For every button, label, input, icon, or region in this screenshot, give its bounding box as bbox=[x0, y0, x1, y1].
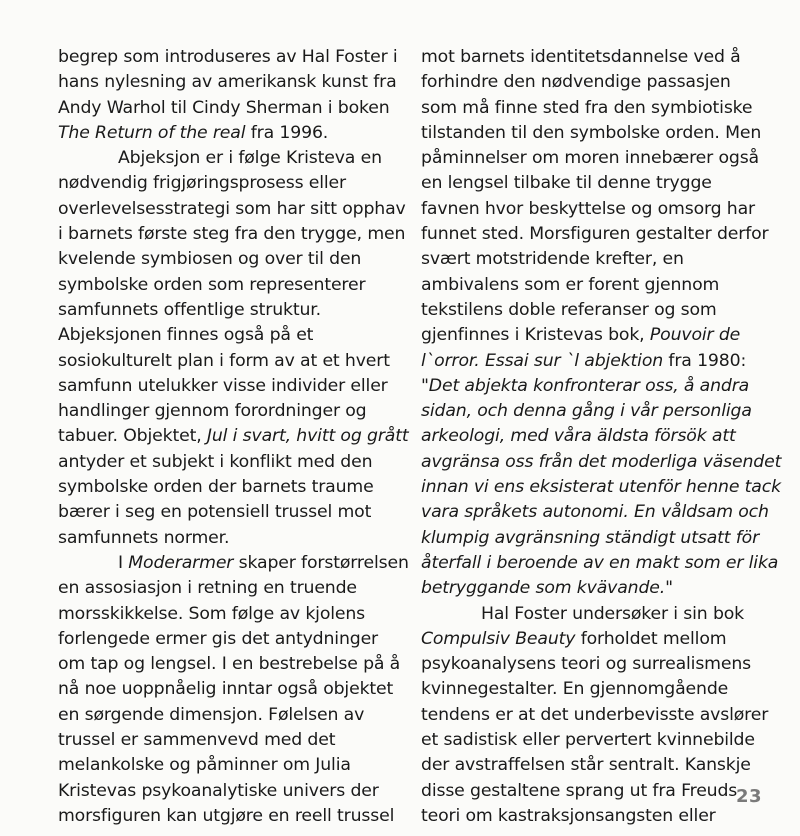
text-line bbox=[421, 677, 766, 702]
text-run: som må finne sted fra den symbiotiske bbox=[421, 97, 753, 118]
text-line bbox=[58, 627, 393, 652]
text-line bbox=[421, 146, 766, 171]
text-line bbox=[421, 45, 766, 70]
text-run: morsskikkelse. Som følge av kjolens bbox=[58, 603, 366, 624]
text-run: kvinnegestalter. En gjennomgående bbox=[421, 679, 729, 700]
text-run: funnet sted. Morsfiguren gestalter derfor bbox=[421, 224, 769, 245]
text-line bbox=[58, 753, 393, 778]
italic-text: sidan, och denna gång i vår personliga bbox=[421, 401, 752, 422]
text-line bbox=[58, 652, 401, 677]
text-run: i barnets første steg fra den trygge, men bbox=[58, 224, 406, 245]
text-run: psykoanalysens teori og surrealismens bbox=[421, 654, 752, 675]
text-line bbox=[58, 323, 393, 348]
italic-text: Moderarmer bbox=[128, 552, 234, 573]
italic-text: "Det abjekta konfronterar oss, å andra bbox=[421, 375, 750, 396]
text-line bbox=[421, 323, 766, 348]
text-line bbox=[421, 526, 766, 551]
text-line bbox=[421, 779, 766, 804]
text-line bbox=[58, 197, 406, 222]
text-run: tendens er at det underbevisste avslører bbox=[421, 704, 769, 725]
text-run: Hal Foster undersøker i sin bok bbox=[481, 603, 745, 624]
italic-text: klumpig avgränsning ständigt utsatt för bbox=[421, 527, 760, 548]
text-line bbox=[58, 121, 393, 146]
text-line bbox=[58, 273, 393, 298]
text-line bbox=[58, 551, 409, 576]
text-line bbox=[58, 602, 393, 627]
text-line bbox=[58, 576, 393, 601]
text-run: symbolske orden som representerer bbox=[58, 274, 366, 295]
text-run: handlinger gjennom forordninger og bbox=[58, 401, 367, 422]
text-line bbox=[421, 96, 766, 121]
text-line bbox=[58, 677, 393, 702]
text-run: mot barnets identitetsdannelse ved å bbox=[421, 47, 741, 67]
text-run: Abjeksjonen finnes også på et bbox=[58, 325, 314, 346]
text-line bbox=[58, 399, 393, 424]
text-line bbox=[421, 627, 766, 652]
text-line bbox=[58, 526, 393, 551]
text-run: teori om kastraksjonsangsten eller bbox=[421, 805, 716, 826]
left-text-column bbox=[58, 45, 409, 829]
text-run: en lengsel tilbake til denne trygge bbox=[421, 173, 712, 194]
text-run: Andy Warhol til Cindy Sherman i boken bbox=[58, 97, 390, 118]
text-line bbox=[58, 70, 397, 95]
text-run: et sadistisk eller pervertert kvinnebilde bbox=[421, 730, 755, 751]
text-line bbox=[421, 70, 766, 95]
italic-text: innan vi ens eksisterat utenför henne tack bbox=[421, 477, 781, 498]
text-line bbox=[58, 96, 393, 121]
text-line bbox=[421, 298, 766, 323]
text-run: antyder et subjekt i konflikt med den bbox=[58, 451, 373, 472]
text-run: ambivalens som er forent gjennom bbox=[421, 274, 720, 295]
text-run: favnen hvor beskyttelse og omsorg har bbox=[421, 198, 755, 219]
text-run: kvelende symbiosen og over til den bbox=[58, 249, 362, 270]
text-line bbox=[58, 45, 398, 70]
italic-text: Jul i svart, hvitt og grått bbox=[206, 426, 409, 447]
text-run: forholdet mellom bbox=[575, 628, 727, 649]
text-line bbox=[58, 500, 393, 525]
text-line bbox=[58, 779, 393, 804]
text-run: tabuer. Objektet, bbox=[58, 426, 207, 447]
text-line bbox=[421, 121, 766, 146]
text-run: tekstilens doble referanser og som bbox=[421, 299, 717, 320]
text-run: sosiokulturelt plan i form av at et hvert bbox=[58, 350, 390, 371]
text-line bbox=[421, 374, 766, 399]
text-line bbox=[58, 703, 393, 728]
text-run: nå noe uoppnåelig inntar også objektet bbox=[58, 679, 394, 700]
text-run: morsfiguren kan utgjøre en reell trussel bbox=[58, 805, 395, 826]
text-run: gjenfinnes i Kristevas bok, bbox=[421, 325, 650, 346]
text-line bbox=[58, 450, 393, 475]
text-line bbox=[421, 602, 766, 627]
text-run: samfunnets offentlige struktur. bbox=[58, 299, 322, 320]
text-run: forlengede ermer gis det antydninger bbox=[58, 628, 379, 649]
italic-text: återfall i beroende av en makt som er lika bbox=[421, 552, 779, 573]
text-run: tilstanden til den symbolske orden. Men bbox=[421, 122, 762, 143]
text-run: bærer i seg en potensiell trussel mot bbox=[58, 502, 372, 523]
text-line bbox=[58, 475, 393, 500]
italic-text: arkeologi, med våra äldsta försök att bbox=[421, 426, 736, 447]
text-line bbox=[58, 222, 406, 247]
italic-text: avgränsa oss från det moderliga väsendet bbox=[421, 451, 782, 472]
text-run: begrep som introduseres av Hal Foster i bbox=[58, 47, 398, 67]
text-run: symbolske orden der barnets traume bbox=[58, 477, 374, 498]
text-line bbox=[58, 728, 393, 753]
text-run: trussel er sammenvevd med det bbox=[58, 730, 336, 751]
text-run: om tap og lengsel. I en bestrebelse på å bbox=[58, 654, 401, 675]
text-line bbox=[421, 171, 766, 196]
text-line bbox=[58, 247, 393, 272]
text-run: disse gestaltene sprang ut fra Freuds bbox=[421, 780, 738, 801]
text-run: fra 1996. bbox=[245, 122, 329, 143]
text-line bbox=[421, 753, 766, 778]
text-run: skaper forstørrelsen bbox=[233, 552, 409, 573]
text-run: fra 1980: bbox=[663, 350, 747, 371]
text-run: Kristevas psykoanalytiske univers der bbox=[58, 780, 379, 801]
text-run: en sørgende dimensjon. Følelsen av bbox=[58, 704, 365, 725]
italic-text: Compulsiv Beauty bbox=[421, 628, 576, 649]
text-line bbox=[421, 450, 782, 475]
text-run: en assosiasjon i retning en truende bbox=[58, 578, 357, 599]
italic-text: betryggande som kvävande." bbox=[421, 578, 673, 599]
text-line bbox=[421, 652, 766, 677]
page-number: 23 bbox=[736, 786, 763, 807]
text-line bbox=[421, 551, 779, 576]
text-line bbox=[58, 146, 393, 171]
text-line bbox=[421, 349, 766, 374]
text-run: nødvendig frigjøringsprosess eller bbox=[58, 173, 346, 194]
text-line bbox=[58, 298, 393, 323]
text-line bbox=[421, 399, 766, 424]
text-run: overlevelsesstrategi som har sitt opphav bbox=[58, 198, 406, 219]
italic-text: vara språkets autonomi. En våldsam och bbox=[421, 502, 769, 523]
text-line bbox=[58, 424, 409, 449]
text-run: der avstraffelsen står sentralt. Kanskje bbox=[421, 755, 751, 776]
text-line bbox=[421, 728, 766, 753]
text-line bbox=[421, 475, 781, 500]
text-line bbox=[421, 197, 766, 222]
text-run: samfunnets normer. bbox=[58, 527, 230, 548]
italic-text: The Return of the real bbox=[58, 122, 246, 143]
text-run: samfunn utelukker visse individer eller bbox=[58, 375, 388, 396]
text-run: melankolske og påminner om Julia bbox=[58, 755, 351, 776]
text-run: påminnelser om moren innebærer også bbox=[421, 148, 759, 169]
text-line bbox=[421, 424, 766, 449]
text-run: hans nylesning av amerikansk kunst fra bbox=[58, 72, 397, 93]
right-text-column bbox=[421, 45, 782, 829]
text-line bbox=[58, 349, 393, 374]
text-line bbox=[421, 273, 766, 298]
italic-text: l`orror. Essai sur `l abjektion bbox=[421, 350, 664, 371]
text-run: Abjeksjon er i følge Kristeva en bbox=[118, 148, 382, 169]
text-run: svært motstridende krefter, en bbox=[421, 249, 684, 270]
text-line bbox=[421, 576, 766, 601]
text-run: forhindre den nødvendige passasjen bbox=[421, 72, 731, 93]
text-run: I bbox=[118, 552, 129, 573]
text-line bbox=[58, 171, 393, 196]
text-line bbox=[421, 222, 769, 247]
text-line bbox=[421, 804, 766, 829]
text-line bbox=[421, 703, 769, 728]
text-line bbox=[58, 804, 393, 829]
text-line bbox=[421, 247, 766, 272]
text-line bbox=[421, 500, 769, 525]
text-line bbox=[58, 374, 393, 399]
italic-text: Pouvoir de bbox=[649, 325, 741, 346]
